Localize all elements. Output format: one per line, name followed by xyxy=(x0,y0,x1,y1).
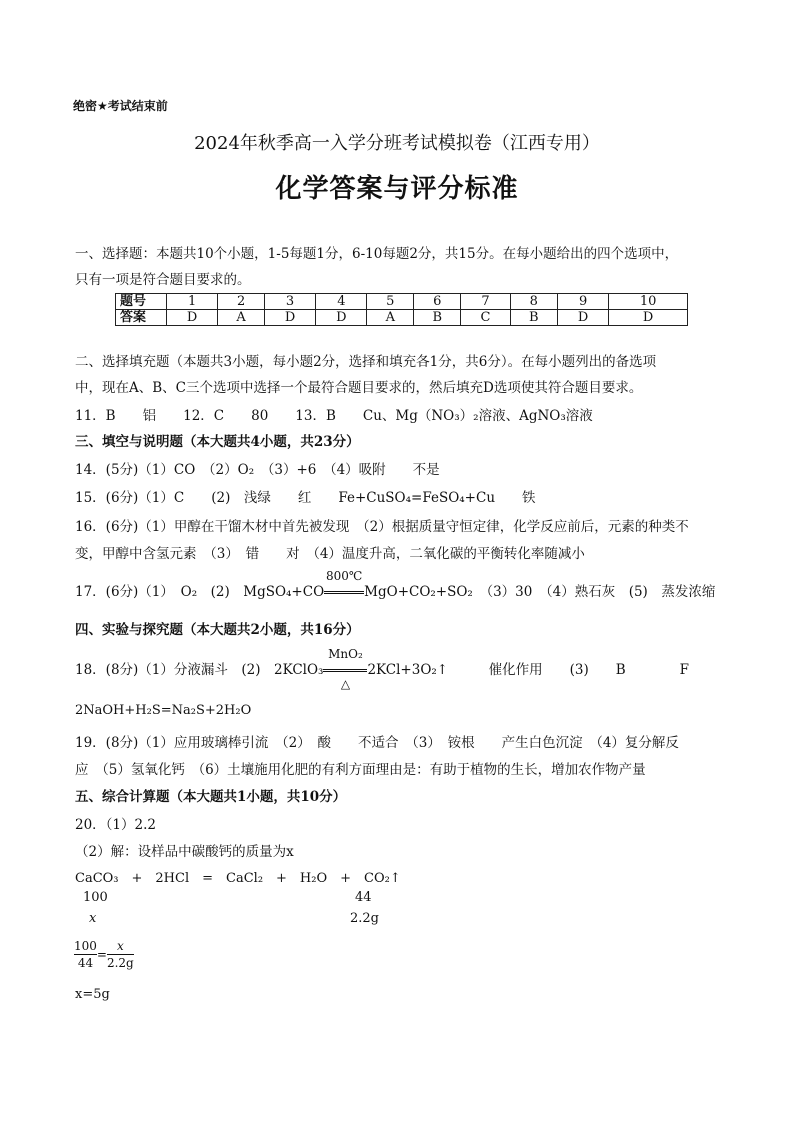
question-number: 7 xyxy=(461,294,510,310)
section1-intro-line2: 只有一项是符合题目要求的。 xyxy=(75,272,251,288)
ratio-numerator: x xyxy=(107,938,134,955)
answer-cell: A xyxy=(218,310,265,326)
answer-cell: B xyxy=(414,310,461,326)
answer-q19-line2: 应 （5）氢氧化钙 （6）土壤施用化肥的有利方面理由是：有助于植物的生长，增加农作物产量 xyxy=(75,762,646,778)
section2-intro-line1: 二、选择填充题（本题共3小题，每小题2分，选择和填充各1分，共6分）。在每小题列出的备选项 xyxy=(75,354,657,370)
exam-subtitle: 2024年秋季高一入学分班考试模拟卷（江西专用） xyxy=(194,133,600,154)
answer-table xyxy=(115,293,688,326)
answer-q16-line1: 16．(6分)（1）甲醇在干馏木材中首先被发现 （2）根据质量守恒定律，化学反应前后，元素的种类不 xyxy=(75,519,689,535)
reaction-condition: 800℃ xyxy=(325,569,363,583)
answer-cell: B xyxy=(510,310,557,326)
ratio-denominator: 44 xyxy=(77,956,94,970)
answer-cell: D xyxy=(264,310,315,326)
question-number: 10 xyxy=(609,294,688,310)
answer-cell: D xyxy=(557,310,608,326)
catalyst-label: MnO₂ xyxy=(328,647,363,661)
answer-q14: 14．(5分)（1）CO （2）O₂ （3）+6 （4）吸附 不是 xyxy=(75,462,440,478)
heat-symbol: △ xyxy=(340,677,351,691)
q17-suffix: MgO+CO₂+SO₂ （3）30 （4）熟石灰 (5) 蒸发浓缩 xyxy=(364,584,716,600)
section4-heading: 四、实验与探究题（本大题共2小题，共16分） xyxy=(75,622,360,638)
answer-q18 xyxy=(75,647,690,691)
row-label-answer: 答案 xyxy=(116,310,167,326)
question-number: 9 xyxy=(557,294,608,310)
unknown-x: x xyxy=(89,911,97,926)
q18-prefix: 18．(8分)（1）分液漏斗 (2) 2KClO₃ xyxy=(75,662,324,678)
question-number: 8 xyxy=(510,294,557,310)
section5-heading: 五、综合计算题（本大题共1小题，共10分） xyxy=(75,789,347,805)
ratio-numerator: 100 xyxy=(74,939,97,953)
question-number: 6 xyxy=(414,294,461,310)
ratio-equals: = xyxy=(96,947,107,962)
ratio-fraction-right xyxy=(107,938,134,971)
equals-sign xyxy=(323,669,367,672)
answer-cell: A xyxy=(367,310,414,326)
answer-cell: D xyxy=(167,310,218,326)
q18-suffix: 2KCl+3O₂↑ 催化作用 (3) B F xyxy=(367,662,690,678)
molar-mass-caco3: 100 xyxy=(83,890,108,905)
answer-q18-equation: 2NaOH+H₂S=Na₂S+2H₂O xyxy=(75,703,252,718)
answer-cell: C xyxy=(461,310,510,326)
answer-q15: 15．(6分)（1）C (2) 浅绿 红 Fe+CuSO₄=FeSO₄+Cu 铁 xyxy=(75,490,536,506)
answer-q11-13: 11．B 铝 12．C 80 13．B Cu、Mg（NO₃）₂溶液、AgNO₃溶液 xyxy=(75,408,593,424)
equals-sign xyxy=(324,591,364,594)
final-result: x=5g xyxy=(75,987,110,1002)
answer-q16-line2: 变，甲醇中含氢元素 （3） 错 对 （4）温度升高，二氧化碳的平衡转化率随减小 xyxy=(75,546,585,562)
ratio-denominator: 2.2g xyxy=(106,956,134,970)
section2-intro-line2: 中，现在A、B、C三个选项中选择一个最符合题目要求的，然后填充D选项使其符合题目要求。 xyxy=(75,380,643,396)
row-label-number: 题号 xyxy=(116,294,167,310)
molar-mass-co2: 44 xyxy=(355,890,372,905)
section3-heading: 三、填空与说明题（本大题共4小题，共23分） xyxy=(75,434,360,450)
question-number: 1 xyxy=(167,294,218,310)
answer-cell: D xyxy=(316,310,367,326)
confidential-label: 绝密★考试结束前 xyxy=(73,99,168,113)
chemical-equation: CaCO₃ + 2HCl = CaCl₂ + H₂O + CO₂↑ xyxy=(75,871,401,886)
question-number: 2 xyxy=(218,294,265,310)
ratio-fraction-left xyxy=(74,938,97,971)
mass-co2-value: 2.2g xyxy=(350,911,379,926)
answer-cell: D xyxy=(609,310,688,326)
answer-table-answer-row xyxy=(116,310,688,326)
section1-intro-line1: 一、选择题：本题共10个小题，1-5每题1分，6-10每题2分，共15分。在每小题给出的四个选项中， xyxy=(75,246,679,262)
answer-q20-part1: 20．（1）2.2 xyxy=(75,817,156,833)
question-number: 5 xyxy=(367,294,414,310)
reaction-arrow xyxy=(323,647,367,691)
answer-q19-line1: 19．(8分)（1）应用玻璃棒引流 （2） 酸 不适合 （3） 铵根 产生白色沉淀 （4）复分解反 xyxy=(75,735,679,751)
ratio-expression xyxy=(74,938,134,971)
q17-prefix: 17．(6分)（1） O₂ (2) MgSO₄+CO xyxy=(75,584,325,600)
question-number: 3 xyxy=(264,294,315,310)
page-title: 化学答案与评分标准 xyxy=(275,174,519,204)
reaction-arrow xyxy=(324,569,364,600)
answer-table-number-row xyxy=(116,294,688,310)
answer-q20-part2: （2）解：设样品中碳酸钙的质量为x xyxy=(75,844,294,860)
question-number: 4 xyxy=(316,294,367,310)
answer-q17 xyxy=(75,569,716,600)
